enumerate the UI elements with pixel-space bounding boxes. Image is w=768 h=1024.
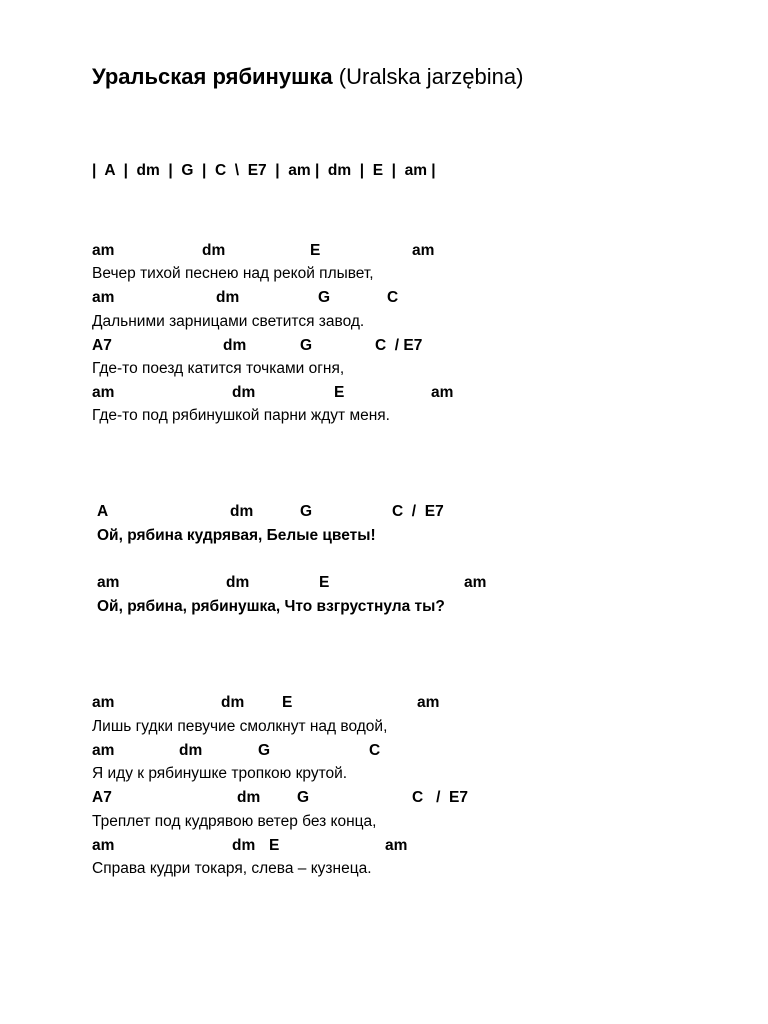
chorus-lyric-line: Ой, рябина кудрявая, Белые цветы! [97, 527, 376, 544]
chord-line [92, 740, 692, 762]
chord: am [92, 742, 115, 759]
chord: C [369, 742, 381, 759]
chord-progression: | A | dm | G | C \ E7 | am | dm | E | am | [92, 162, 436, 179]
lyric-line: Треплет под кудрявою ветер без конца, [92, 813, 377, 830]
chord: dm [237, 789, 261, 806]
chord: dm [226, 574, 250, 591]
chord-line [92, 787, 692, 809]
chord: am [92, 242, 115, 259]
chord: C / E7 [392, 503, 444, 520]
chord: G [297, 789, 310, 806]
chord: dm [232, 384, 256, 401]
chord: C / E7 [375, 337, 423, 354]
chord: E [269, 837, 280, 854]
chord: am [92, 289, 115, 306]
chord: dm [179, 742, 203, 759]
title-russian: Уральская рябинушка [92, 64, 333, 89]
chord: E [282, 694, 293, 711]
chord: A [97, 503, 109, 520]
chord: G [300, 337, 313, 354]
chord: dm [230, 503, 254, 520]
chord: am [431, 384, 454, 401]
chord: dm [216, 289, 240, 306]
chord: am [97, 574, 120, 591]
chord-line [92, 240, 692, 262]
chord: G [318, 289, 331, 306]
chord: G [258, 742, 271, 759]
chord: dm [232, 837, 256, 854]
chord: C [387, 289, 399, 306]
lyric-line: Я иду к рябинушке тропкою крутой. [92, 765, 348, 782]
chord: C / E7 [412, 789, 468, 806]
lyric-line: Где-то поезд катится точками огня, [92, 360, 345, 377]
lyric-line: Вечер тихой песнею над рекой плывет, [92, 265, 374, 282]
lyric-line: Где-то под рябинушкой парни ждут меня. [92, 407, 390, 424]
lyric-line: Справа кудри токаря, слева – кузнеца. [92, 860, 372, 877]
chord: am [464, 574, 487, 591]
chord-line [92, 287, 692, 309]
chord: dm [223, 337, 247, 354]
chord-line [92, 382, 692, 404]
chord: E [319, 574, 330, 591]
chorus-lyric-line: Ой, рябина, рябинушка, Что взгрустнула ты? [97, 598, 445, 615]
lyric-line: Лишь гудки певучие смолкнут над водой, [92, 718, 388, 735]
chord: dm [221, 694, 245, 711]
chord: am [385, 837, 408, 854]
chord-line [92, 335, 692, 357]
chord-line [97, 501, 697, 523]
chord: E [334, 384, 345, 401]
chord: G [300, 503, 313, 520]
chord: am [92, 384, 115, 401]
song-title [92, 62, 523, 92]
chord: E [310, 242, 321, 259]
title-polish: (Uralska jarzębina) [338, 64, 524, 89]
chord: am [92, 837, 115, 854]
chord: A7 [92, 337, 112, 354]
chord: dm [202, 242, 226, 259]
lyric-line: Дальними зарницами светится завод. [92, 313, 365, 330]
chord: am [417, 694, 440, 711]
chord: A7 [92, 789, 112, 806]
chord-line [97, 572, 697, 594]
chord-line [92, 835, 692, 857]
chord: am [92, 694, 115, 711]
chord: am [412, 242, 435, 259]
chord-line [92, 692, 692, 714]
